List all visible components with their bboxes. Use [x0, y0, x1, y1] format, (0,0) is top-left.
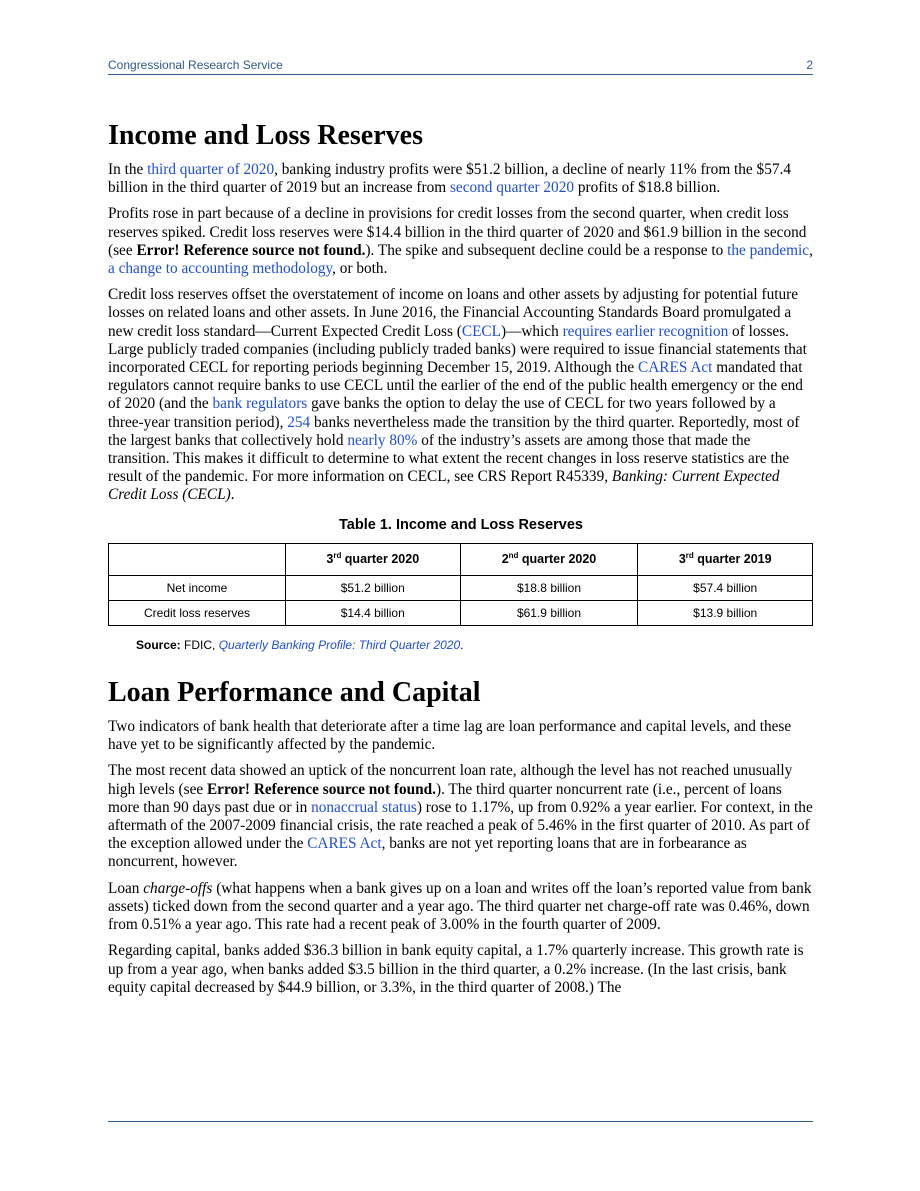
header-cell-q3-2019	[638, 543, 813, 575]
table-cell: $14.4 billion	[286, 600, 461, 625]
text: 2	[501, 552, 509, 567]
body-content	[108, 120, 814, 1005]
link-accounting-methodology[interactable]: a change to accounting methodology	[108, 260, 333, 278]
text: The most recent data showed an uptick of the noncurrent loan rate, although the level has not reached unusually high levels (see	[108, 762, 793, 798]
reference-error: Error! Reference source not found.	[206, 780, 436, 798]
section-heading-income: Income and Loss Reserves	[108, 120, 423, 151]
text: .	[230, 486, 235, 504]
link-nearly-80-percent[interactable]: nearly 80%	[347, 431, 418, 449]
table-cell: $18.8 billion	[460, 575, 638, 600]
paragraph-provisions	[108, 205, 814, 278]
term-charge-offs: charge-offs	[143, 879, 213, 897]
text: quarter 2020	[518, 552, 597, 567]
income-reserves-table	[108, 543, 813, 626]
text: gave banks the option to delay the use of CECL for two years followed by a three-year transition period),	[108, 395, 776, 431]
row-label: Credit loss reserves	[109, 600, 286, 625]
text: profits of $18.8 billion.	[574, 179, 721, 197]
report-title: Banking: Current Expected Credit Loss (CECL)	[108, 468, 780, 504]
text: quarter 2020	[341, 552, 420, 567]
text: 3	[678, 552, 686, 567]
row-label: Net income	[109, 575, 286, 600]
paragraph-cecl	[108, 286, 814, 504]
link-second-quarter-2020[interactable]: second quarter 2020	[449, 179, 575, 197]
table-row	[109, 575, 813, 600]
paragraph-profits	[108, 161, 814, 197]
link-nonaccrual-status[interactable]: nonaccrual status	[311, 798, 417, 816]
text: , banking industry profits were $51.2 billion, a decline of nearly 11% from the $57.4 billion in the third quarter of 2019 but an increase from	[108, 161, 791, 197]
text: ). The third quarter noncurrent rate (i.e., percent of loans more than 90 days past due or in	[108, 780, 782, 816]
text: banks nevertheless made the transition by the third quarter. Reportedly, most of the largest banks that collectively hold	[108, 413, 800, 449]
link-cares-act[interactable]: CARES Act	[638, 359, 713, 377]
text: (what happens when a bank gives up on a loan and writes off the loan’s reported value from bank assets) ticked down from the second quarter and a year ago. The third quarter net charge-off rate was 0.46%, down from 0.51% a year ago. This rate had a recent peak of 3.00% in the fourth quarter of 2009.	[108, 879, 812, 934]
header-cell-q3-2020	[286, 543, 461, 575]
ordinal-suffix: nd	[508, 551, 519, 561]
text: In the	[108, 161, 148, 178]
header-cell-q2-2020	[460, 543, 638, 575]
link-bank-regulators[interactable]: bank regulators	[212, 395, 308, 413]
table-header-row	[109, 543, 813, 575]
text: of the industry’s assets are among those that made the transition. This makes it difficult to determine to what extent the recent changes in loss reserve statistics are the result of the pandemic. For more information on CECL, see CRS Report R45339,	[108, 431, 790, 486]
link-the-pandemic[interactable]: the pandemic	[727, 241, 810, 259]
text: , banks are not yet reporting loans that are in forbearance as noncurrent, however.	[108, 835, 747, 871]
table-cell: $51.2 billion	[286, 575, 461, 600]
reference-error: Error! Reference source not found.	[136, 241, 366, 259]
text: .	[460, 637, 464, 652]
table-row	[109, 600, 813, 625]
paragraph-charge-offs	[108, 880, 814, 935]
ordinal-suffix: rd	[333, 551, 342, 561]
paragraph-capital: Regarding capital, banks added $36.3 billion in bank equity capital, a 1.7% quarterly increase. This growth rate is up from a year ago, when banks added $3.5 billion in the third quarter, a 0.2% increase. (In the last crisis, bank equity capital decreased by $44.9 billion, or 3.3%, in the third quarter of 2008.) The	[108, 942, 804, 996]
text: , or both.	[332, 260, 388, 278]
link-requires-earlier-recognition[interactable]: requires earlier recognition	[562, 322, 729, 340]
table-source-note	[136, 636, 814, 654]
paragraph-noncurrent	[108, 762, 814, 871]
text: of losses. Large publicly traded companies (including publicly traded banks) were required to issue financial statements that incorporated CECL for reporting periods beginning December 15, 2019. Although the	[108, 322, 807, 377]
page-number: 2	[806, 58, 813, 72]
text: 3	[326, 552, 334, 567]
text: quarter 2019	[693, 552, 772, 567]
table-cell: $13.9 billion	[638, 600, 813, 625]
text: )—which	[500, 322, 563, 340]
paragraph-indicators: Two indicators of bank health that deteriorate after a time lag are loan performance and capital levels, and these have yet to be significantly affected by the pandemic.	[108, 718, 792, 754]
link-third-quarter-2020[interactable]: third quarter of 2020	[147, 161, 275, 178]
link-cares-act[interactable]: CARES Act	[307, 835, 382, 853]
header-source: Congressional Research Service	[108, 58, 283, 72]
ordinal-suffix: rd	[685, 551, 694, 561]
text: Profits rose in part because of a decline in provisions for credit losses from the second quarter, when credit loss reserves spiked. Credit loss reserves were $14.4 billion in the third quarter of 2020 and $61.9 billion in the second (see	[108, 205, 807, 259]
section-heading-loan-performance: Loan Performance and Capital	[108, 677, 481, 709]
text: ). The spike and subsequent decline could be a response to	[365, 241, 728, 259]
table-cell: $57.4 billion	[638, 575, 813, 600]
source-label: Source:	[136, 637, 181, 652]
text: ) rose to 1.17%, up from 0.92% a year earlier. For context, in the aftermath of the 2007-2009 financial crisis, the rate reached a peak of 5.46% in the first quarter of 2010. As part of the exception allowed under the	[108, 798, 813, 853]
table-cell: $61.9 billion	[460, 600, 638, 625]
footer-rule	[108, 1121, 813, 1122]
text: FDIC,	[180, 637, 219, 652]
text: Credit loss reserves offset the overstatement of income on loans and other assets by adjusting for potential future losses on related loans and other assets. In June 2016, the Financial Accounting Standards Board promulgated a new credit loss standard—Current Expected Credit Loss (	[108, 286, 799, 340]
link-cecl[interactable]: CECL	[461, 322, 501, 340]
link-quarterly-banking-profile[interactable]: Quarterly Banking Profile: Third Quarter 2020	[218, 637, 461, 652]
link-254-banks[interactable]: 254	[287, 413, 311, 431]
text: ,	[809, 241, 813, 259]
header-cell-empty	[109, 543, 286, 575]
running-header	[108, 57, 813, 75]
text: mandated that regulators cannot require banks to use CECL until the earlier of the end of the public health emergency or the end of 2020 (and the	[108, 359, 803, 413]
text: Loan	[108, 879, 144, 897]
table-title: Table 1. Income and Loss Reserves	[339, 516, 583, 533]
